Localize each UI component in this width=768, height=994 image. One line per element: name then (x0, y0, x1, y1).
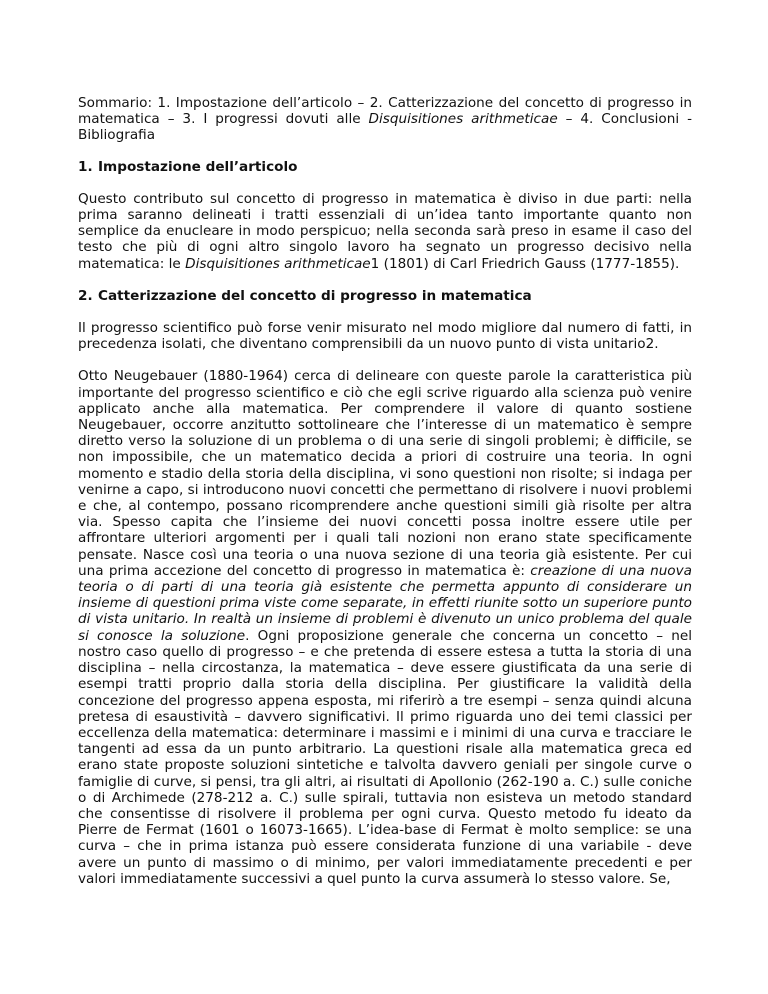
section-2-italic-definition: creazione di una nuova teoria o di parti di una teoria già esistente che permetta appunto di considerare un insieme di questioni prima viste come separate, in effetti riunite sotto un superiore punto di vista unitario. In realtà un insieme di problemi è divenuto un unico problema del quale si conosce la soluzione (78, 562, 692, 644)
section-1-text-b: (1801) di Carl Friedrich Gauss (1777-1855). (379, 255, 680, 272)
footnote-ref-2: 2. (645, 336, 659, 353)
quote-text: Il progresso scientifico può forse venir misurato nel modo migliore dal numero di fatti, in precedenza isolati, che diventano comprensibili da un nuovo punto di vista unitario (78, 320, 692, 353)
section-2-text-a: Otto Neugebauer (1880-1964) cerca di delineare con queste parole la caratteristica più importante del progresso scientifico e ciò che egli scrive riguardo alla scienza può venire applicato anche alla matematica. Per comprendere il valore di quanto sostiene Neugebauer, occorre anzitutto sottolineare che l’interesse di un matematico è sempre diretto verso la soluzione di un problema o di una serie di singoli problemi; è difficile, se non impossibile, che un matematico decida a priori di costruire una teoria. In ogni momento e stadio della storia della disciplina, vi sono questioni non risolte; si indaga per venirne a capo, si introducono nuovi concetti che permettano di risolvere i nuovi problemi e che, al contempo, possano ricomprendere anche questioni simili già risolte per altra via. Spesso capita che l’insieme dei nuovi concetti possa inoltre essere utile per affrontare ulteriori argomenti per i quali tali nozioni non erano state specificamente pensate. Nasce così una teoria o una nuova sezione di una teoria già esistente. Per cui una prima accezione del concetto di progresso in matematica è: (78, 368, 692, 579)
section-1-number: 1. (78, 158, 93, 175)
summary-paragraph (78, 95, 692, 144)
section-2-title: Catterizzazione del concetto di progresso in matematica (98, 287, 532, 304)
section-2-heading (78, 288, 692, 304)
section-2-number: 2. (78, 287, 93, 304)
quote-paragraph (78, 320, 692, 352)
section-2-paragraph (78, 368, 692, 887)
section-1-heading (78, 159, 692, 175)
section-1-title: Impostazione dell’articolo (98, 158, 298, 175)
footnote-ref-1: 1 (370, 255, 380, 272)
section-1-paragraph (78, 191, 692, 272)
section-1-italic-title: Disquisitiones arithmeticae (185, 255, 371, 272)
summary-lead: Sommario: 1. Impostazione dell’articolo – 2. Catterizzazione del concetto di progresso in matematica – 3. I progressi dovuti alle (78, 95, 692, 128)
section-1-text-a: Questo contributo sul concetto di progresso in matematica è diviso in due parti: nella prima saranno delineati i tratti essenziali di un’idea tanto importante quanto non semplice da enucleare in modo perspicuo; nella seconda sarà preso in esame il caso del testo che più di ogni altro singolo lavoro ha segnato un progresso decisivo nella matematica: le (78, 190, 692, 272)
document-page (78, 95, 692, 887)
section-2-text-b: . Ogni proposizione generale che concerna un concetto – nel nostro caso quello di progresso – e che pretenda di essere estesa a tutta la storia di una disciplina – nella circostanza, la matematica – deve essere giustificata da una serie di esempi tratti proprio dalla storia della disciplina. Per giustificare la validità della concezione del progresso appena esposta, mi riferirò a tre esempi – senza quindi alcuna pretesa di esaustività – davvero significativi. Il primo riguarda uno dei temi classici per eccellenza della matematica: determinare i massimi e i minimi di una curva e tracciare le tangenti ad essa da un punto arbitrario. La questioni risale alla matematica greca ed erano state proposte soluzioni sintetiche e talvolta davvero geniali per singole curve o famiglie di curve, si pensi, tra gli altri, ai risultati di Apollonio (262-190 a. C.) sulle coniche o di Archimede (278-212 a. C.) sulle spirali, tuttavia non esisteva un metodo standard che consentisse di risolvere il problema per ogni curva. Questo metodo fu ideato da Pierre de Fermat (1601 o 16073-1665). L’idea-base di Fermat è molto semplice: se una curva – che in prima istanza può essere considerata funzione di una variabile - deve avere un punto di massimo o di minimo, per valori immediatamente precedenti e per valori immediatamente successivi a quel punto la curva assumerà lo stesso valore. Se, (78, 627, 692, 887)
summary-tail: – 4. Conclusioni - Bibliografia (78, 111, 692, 144)
summary-italic-title: Disquisitiones arithmeticae (368, 111, 558, 128)
